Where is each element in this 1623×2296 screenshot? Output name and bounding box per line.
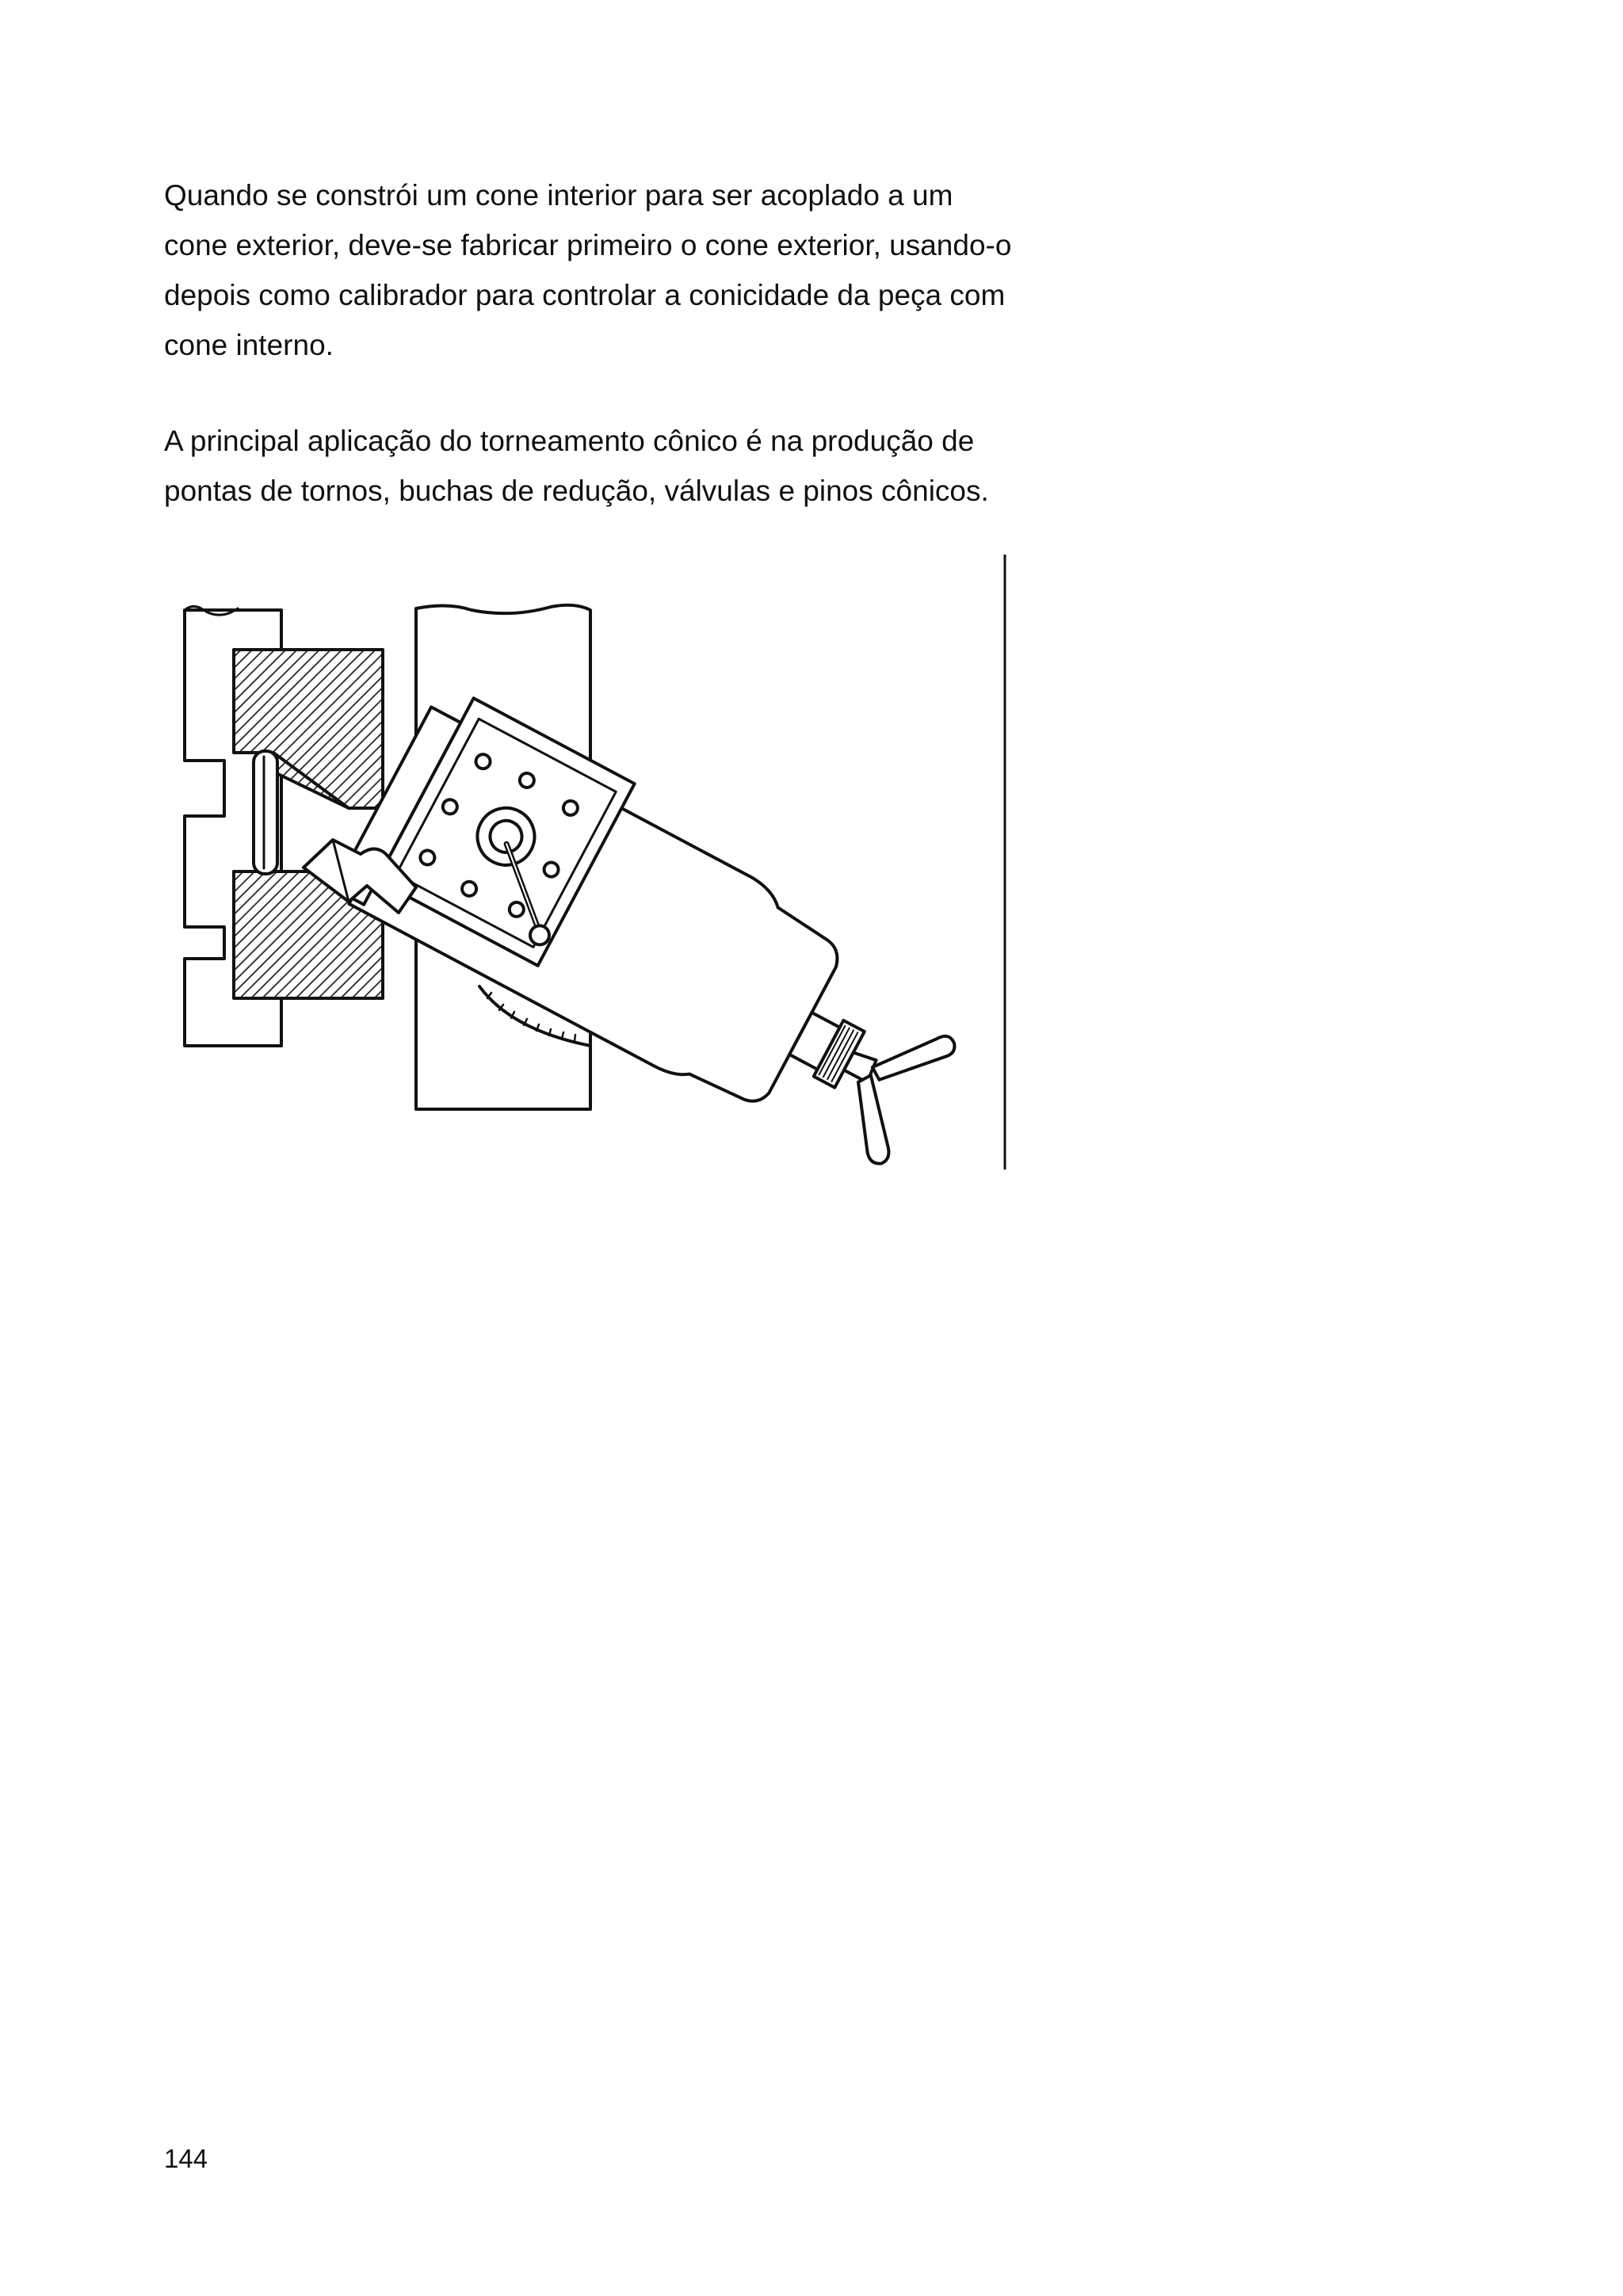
- page-number: 144: [164, 2144, 208, 2173]
- paragraph-line: depois como calibrador para controlar a conicidade da peça com: [164, 279, 1006, 311]
- taper-turning-figure: [178, 555, 1018, 1173]
- paragraph-inner-cone: [164, 170, 1067, 370]
- paragraph-line: Quando se constrói um cone interior para ser acoplado a um: [164, 179, 953, 212]
- paragraph-main-application: [164, 416, 1067, 516]
- paragraph-line: A principal aplicação do torneamento cônico é na produção de: [164, 425, 975, 457]
- lathe-compound-rest-icon: [178, 555, 1018, 1173]
- paragraph-line: cone exterior, deve-se fabricar primeiro o cone exterior, usando-o: [164, 229, 1012, 261]
- paragraph-line: cone interno.: [164, 329, 334, 361]
- paragraph-line: pontas de tornos, buchas de redução, válvulas e pinos cônicos.: [164, 475, 989, 507]
